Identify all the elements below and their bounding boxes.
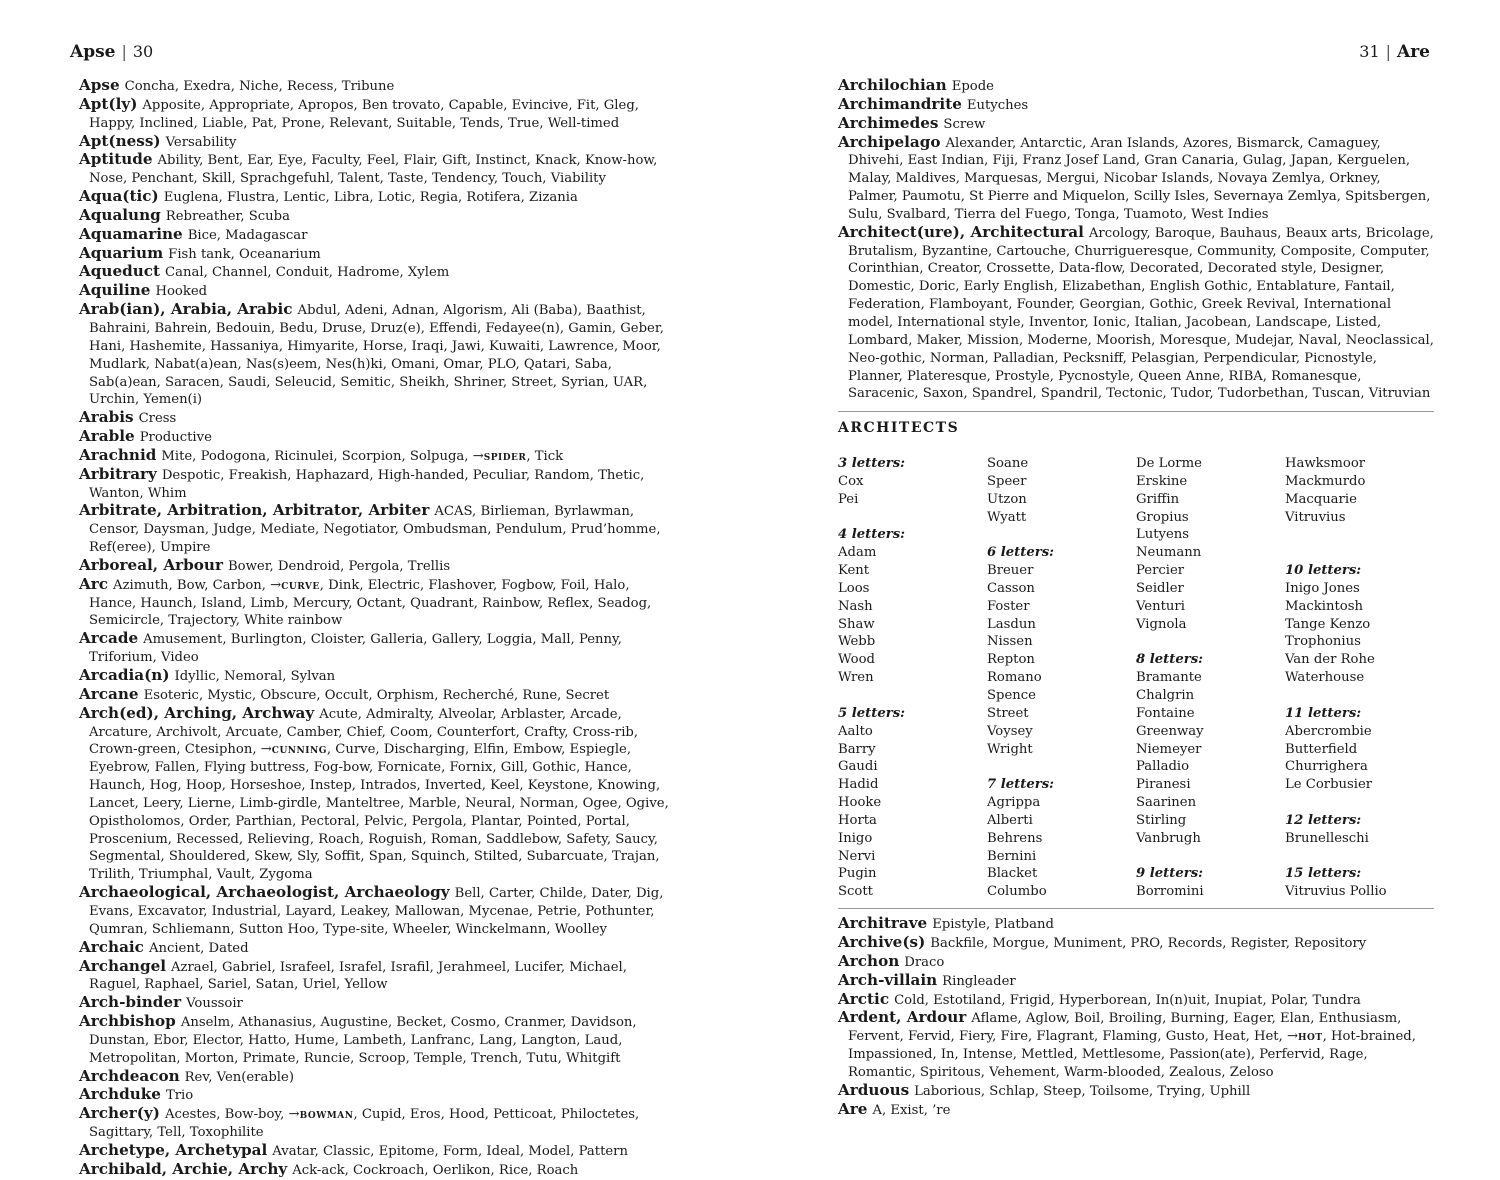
entry-headword: Aquiline: [79, 281, 151, 300]
dictionary-entry: [79, 939, 679, 958]
letter-count-heading: 11 letters:: [1285, 705, 1362, 721]
dictionary-entry: [79, 447, 679, 466]
architect-name: Trophonius: [1285, 634, 1361, 650]
entry-definitions: Rev, Ven(erable): [184, 1069, 294, 1085]
dictionary-entry: [838, 1101, 1434, 1120]
architect-name: Casson: [987, 580, 1035, 596]
entry-headword: Arachnid: [79, 445, 157, 464]
architect-name: Bramante: [1136, 670, 1202, 686]
left-entries-column: [79, 77, 679, 1180]
dictionary-entry: [79, 1142, 679, 1161]
cross-reference: curve: [281, 577, 320, 593]
entry-definitions: Epode: [951, 79, 994, 94]
architect-name: Street: [987, 705, 1029, 721]
entry-headword: Archetype, Archetypal: [79, 1140, 268, 1159]
entry-definitions-continued: , Hot-brained, Impassioned, In, Intense, Mettled, Mettlesome, Passion(ate), Perfervid, Rage, Romantic, Spiritous, Vehement, Warm-blooded, Zealous, Zeloso: [848, 1029, 1416, 1080]
dictionary-entry: [79, 502, 679, 557]
entry-headword: Archive(s): [838, 932, 926, 951]
architect-name: Niemeyer: [1136, 741, 1202, 757]
architect-name: Breuer: [987, 563, 1034, 579]
entry-headword: Arabis: [79, 408, 134, 427]
architects-panel-title: ARCHITECTS: [838, 420, 960, 437]
entry-headword: Architrave: [838, 914, 928, 933]
entry-headword: Archon: [838, 951, 900, 970]
entry-definitions-continued: , Dink, Electric, Flashover, Fogbow, Foil, Halo, Hance, Haunch, Island, Limb, Mercury, Octant, Quadrant, Rainbow, Reflex, Seadog, Semicircle, Trajectory, White rainbow: [89, 577, 652, 629]
dictionary-entry: [838, 953, 1434, 972]
entry-headword: Archer(y): [79, 1104, 160, 1123]
dictionary-entry: [79, 151, 679, 188]
entry-headword: Arch(ed), Arching, Archway: [79, 703, 315, 722]
cross-reference-arrow-icon: →: [468, 448, 484, 464]
architect-name: Chalgrin: [1136, 688, 1195, 703]
entry-definitions-continued: , Cupid, Eros, Hood, Petticoat, Philoctetes, Sagittary, Tell, Toxophilite: [89, 1107, 640, 1141]
architect-name: Wright: [987, 741, 1033, 757]
architect-name: [838, 509, 987, 527]
entry-definitions: Ability, Bent, Ear, Eye, Faculty, Feel, Flair, Gift, Instinct, Knack, Know-how, Nose, Penchant, Skill, Sprachgefuhl, Talent, Taste, Tendency, Touch, Viability: [89, 153, 658, 187]
entry-definitions: Anselm, Athanasius, Augustine, Becket, Cosmo, Cranmer, Davidson, Dunstan, Ebor, Elector, Hatto, Hume, Lambeth, Lanfranc, Lang, Langton, Laud, Metropolitan, Morton, Primate, Runcie, Scroop, Temple, Trench, Tutu, Whitgift: [89, 1015, 637, 1066]
page-number: 31: [1359, 42, 1380, 61]
entry-definitions: Concha, Exedra, Niche, Recess, Tribune: [124, 79, 395, 94]
dictionary-entry: [79, 667, 679, 686]
dictionary-entry: [79, 576, 679, 631]
entry-headword: Arbitrary: [79, 464, 157, 483]
entry-definitions: Bower, Dendroid, Pergola, Trellis: [227, 558, 451, 574]
dictionary-entry: [79, 1161, 679, 1180]
dictionary-entry: [79, 207, 679, 226]
dictionary-entry: [79, 96, 679, 133]
architect-name: Stirling: [1136, 812, 1187, 828]
architect-name: [1136, 848, 1285, 866]
architect-name: Le Corbusier: [1285, 777, 1373, 793]
letter-count-heading: 10 letters:: [1285, 563, 1362, 579]
architect-name: [1285, 848, 1434, 866]
architect-name: Foster: [987, 598, 1030, 614]
entry-definitions-continued: , Tick: [526, 448, 564, 464]
entry-headword: Are: [838, 1099, 868, 1118]
architect-name: Kent: [838, 563, 870, 579]
entry-definitions: Cress: [138, 411, 177, 427]
dictionary-entry: [79, 1105, 679, 1142]
entry-definitions: Eutyches: [966, 97, 1029, 113]
architect-name: Lutyens: [1136, 527, 1190, 543]
entry-definitions: Ringleader: [942, 973, 1016, 989]
dictionary-entry: [838, 96, 1434, 115]
architect-name: Venturi: [1136, 598, 1185, 614]
architect-name: Pei: [838, 491, 859, 507]
right-entries-column: [838, 77, 1434, 1119]
architect-name: Wyatt: [987, 509, 1027, 525]
dictionary-entry: [838, 224, 1434, 403]
letter-count-heading: 6 letters:: [987, 545, 1054, 561]
entry-definitions: Azrael, Gabriel, Israfeel, Israfel, Israfil, Jerahmeel, Lucifer, Michael, Raguel, Raphael, Sariel, Satan, Uriel, Yellow: [89, 959, 627, 993]
architect-name: Churrighera: [1285, 759, 1368, 775]
entry-headword: Archduke: [79, 1085, 161, 1104]
running-head-divider: |: [1385, 42, 1392, 61]
entry-definitions: Versability: [165, 134, 237, 150]
architect-name: Nash: [838, 598, 873, 614]
entry-definitions: Abdul, Adeni, Adnan, Algorism, Ali (Baba), Baathist, Bahraini, Bahrein, Bedouin, Bedu, Druse, Druz(e), Effendi, Fedayee(n), Gamin, Geber, Hani, Hashemite, Hassaniya, Himyarite, Horse, Iraqi, Jawi, Kuwaiti, Lawrence, Moor, Mudlark, Nabat(a)ean, Nas(s)eem, Nes(h)ki, Omani, Omar, PLO, Qatari, Saba, Sab(a)ean, Saracen, Saudi, Seleucid, Semitic, Sheikh, Shriner, Street, Syrian, UAR, Urchin, Yemen(i): [89, 303, 664, 408]
architect-name: Greenway: [1136, 723, 1204, 739]
architect-name: Nervi: [838, 848, 876, 864]
architect-name: Saarinen: [1136, 795, 1197, 811]
entry-definitions: Canal, Channel, Conduit, Hadrome, Xylem: [165, 265, 450, 281]
architect-name: Borromini: [1136, 884, 1204, 900]
entry-headword: Archangel: [79, 956, 167, 975]
dictionary-entry: [838, 115, 1434, 134]
entry-headword: Archaeological, Archaeologist, Archaeology: [79, 883, 450, 902]
entry-definitions: Amusement, Burlington, Cloister, Galleria, Gallery, Loggia, Mall, Penny, Triforium, Video: [89, 632, 622, 666]
architect-name: [987, 758, 1136, 776]
dictionary-entry: [79, 77, 679, 96]
architect-name: De Lorme: [1136, 456, 1202, 472]
architect-name: Nissen: [987, 634, 1033, 650]
entry-headword: Arbitrate, Arbitration, Arbitrator, Arbiter: [79, 501, 430, 520]
architect-name: Scott: [838, 884, 873, 900]
dictionary-entry: [838, 134, 1434, 224]
entry-definitions: Draco: [904, 954, 945, 970]
entry-headword: Aquamarine: [79, 224, 183, 243]
cross-reference: spider: [483, 448, 527, 464]
dictionary-entry: [79, 884, 679, 939]
entries-bottom: [838, 915, 1434, 1119]
dictionary-entry: [838, 991, 1434, 1010]
dictionary-entry: [79, 705, 679, 884]
entry-headword: Arch-villain: [838, 970, 938, 989]
architect-name: Behrens: [987, 830, 1043, 846]
entry-definitions: Azimuth, Bow, Carbon,: [113, 577, 266, 593]
architect-name: Neumann: [1136, 545, 1202, 561]
architect-name: Waterhouse: [1285, 670, 1365, 686]
architect-name: [838, 687, 987, 705]
architects-column: [838, 455, 987, 901]
architect-name: [1285, 544, 1434, 562]
entry-headword: Aqua(tic): [79, 187, 159, 206]
entry-definitions: Bell, Carter, Childe, Dater, Dig, Evans, Excavator, Industrial, Layard, Leakey, Mallowan, Mycenae, Petrie, Pothunter, Qumran, Schliemann, Sutton Hoo, Type-site, Wheeler, Winckelmann, Woolley: [89, 886, 664, 937]
entry-headword: Architect(ure), Architectural: [838, 222, 1084, 241]
architect-name: Wren: [838, 670, 874, 686]
entry-definitions: Avatar, Classic, Epitome, Form, Ideal, Model, Pattern: [272, 1143, 628, 1159]
running-head-word: Apse: [70, 42, 116, 62]
dictionary-entry: [79, 245, 679, 264]
entry-definitions: Backfile, Morgue, Muniment, PRO, Records, Register, Repository: [930, 935, 1367, 951]
dictionary-entry: [79, 630, 679, 667]
dictionary-entry: [838, 77, 1434, 96]
dictionary-entry: [79, 282, 679, 301]
architect-name: Griffin: [1136, 491, 1180, 507]
architect-name: Palladio: [1136, 759, 1190, 775]
architect-name: Gropius: [1136, 509, 1189, 525]
architect-name: Adam: [838, 545, 877, 561]
dictionary-entry: [79, 301, 679, 409]
entry-headword: Apt(ly): [79, 94, 138, 113]
entry-definitions: Despotic, Freakish, Haphazard, High-handed, Peculiar, Random, Thetic, Wanton, Whim: [89, 467, 645, 501]
running-head-right: [1359, 42, 1430, 62]
dictionary-entry: [838, 1082, 1434, 1101]
architect-name: Speer: [987, 473, 1027, 489]
architect-name: Columbo: [987, 884, 1047, 900]
architect-name: Hawksmoor: [1285, 456, 1366, 472]
entry-definitions: Laborious, Schlap, Steep, Toilsome, Trying, Uphill: [914, 1083, 1251, 1099]
architect-name: Percier: [1136, 563, 1185, 579]
architects-grid: [838, 455, 1434, 901]
architects-panel: [838, 411, 1434, 909]
architect-name: Inigo: [838, 830, 873, 846]
letter-count-heading: 5 letters:: [838, 705, 905, 721]
entry-headword: Aquarium: [79, 243, 164, 262]
entry-definitions: Mite, Podogona, Ricinulei, Scorpion, Solpuga,: [161, 448, 469, 464]
entry-definitions: Acestes, Bow-boy,: [164, 1107, 285, 1123]
architect-name: Seidler: [1136, 580, 1184, 596]
architect-name: Lasdun: [987, 616, 1036, 632]
entries-top: [838, 77, 1434, 403]
dictionary-entry: [79, 263, 679, 282]
architect-name: Brunelleschi: [1285, 830, 1369, 846]
entry-headword: Archipelago: [838, 132, 941, 151]
entry-definitions: Arcology, Baroque, Bauhaus, Beaux arts, Bricolage, Brutalism, Byzantine, Cartouche, Churrigueresque, Community, Composite, Computer, Corinthian, Creator, Crossette, Data-flow, Decorated, Decorated style, Designer, Domestic, Doric, Early English, Elizabethan, English Gothic, Entablature, Fantail, Federation, Flamboyant, Founder, Georgian, Gothic, Greek Revival, International model, International style, Inventor, Ionic, Italian, Jacobean, Landscape, Listed, Lombard, Maker, Mission, Moderne, Moorish, Moresque, Mudejar, Naval, Neoclassical, Neo-gothic, Norman, Palladian, Pecksniff, Pelasgian, Perpendicular, Picnostyle, Planner, Plateresque, Prostyle, Pycnostyle, Queen Anne, RIBA, Romanesque, Saracenic, Saxon, Spandrel, Spandril, Tectonic, Tudor, Tudorbethan, Tuscan, Vitruvian: [848, 225, 1434, 402]
entry-definitions: Esoteric, Mystic, Obscure, Occult, Orphism, Recherché, Rune, Secret: [143, 687, 610, 703]
entry-headword: Ardent, Ardour: [838, 1008, 967, 1027]
entry-headword: Archdeacon: [79, 1066, 180, 1085]
entry-headword: Archbishop: [79, 1012, 176, 1031]
running-head-divider: |: [121, 42, 127, 61]
dictionary-entry: [79, 188, 679, 207]
dictionary-entry: [79, 1068, 679, 1087]
entry-headword: Arduous: [838, 1080, 910, 1099]
letter-count-heading: 9 letters:: [1136, 866, 1203, 882]
architect-name: Inigo Jones: [1285, 580, 1360, 596]
entry-headword: Arcadia(n): [79, 666, 170, 684]
entry-headword: Aqueduct: [79, 262, 161, 281]
cross-reference: hot: [1298, 1029, 1323, 1045]
letter-count-heading: 7 letters:: [987, 777, 1054, 793]
entry-headword: Archaic: [79, 937, 144, 956]
entry-definitions: Screw: [943, 116, 986, 132]
cross-reference-arrow-icon: →: [265, 577, 282, 593]
entry-definitions: Acute, Admiralty, Alveolar, Arblaster, Arcade, Arcature, Archivolt, Arcuate, Camber, Chief, Coom, Counterfort, Crafty, Cross-rib, Crown-green, Ctesiphon,: [89, 706, 639, 758]
cross-reference: bowman: [299, 1107, 354, 1123]
architect-name: Shaw: [838, 616, 875, 632]
entry-headword: Arcade: [79, 629, 139, 648]
architect-name: Horta: [838, 812, 877, 828]
architect-name: Piranesi: [1136, 777, 1191, 793]
running-head-word: Are: [1397, 42, 1430, 62]
architects-column: [1285, 455, 1434, 901]
entry-headword: Archimandrite: [838, 94, 962, 113]
architect-name: Tange Kenzo: [1285, 616, 1371, 632]
entry-headword: Archilochian: [838, 76, 947, 94]
architect-name: Voysey: [987, 723, 1033, 739]
entry-definitions: ACAS, Birlieman, Byrlawman, Censor, Daysman, Judge, Mediate, Negotiator, Ombudsman, Pendulum, Prud’homme, Ref(eree), Umpire: [89, 504, 661, 556]
architect-name: Soane: [987, 456, 1029, 472]
architect-name: Erskine: [1136, 473, 1188, 489]
architect-name: Vanbrugh: [1136, 830, 1201, 846]
architect-name: Bernini: [987, 848, 1037, 864]
architect-name: Mackintosh: [1285, 598, 1363, 614]
architect-name: Van der Rohe: [1285, 652, 1375, 668]
entry-headword: Arable: [79, 427, 135, 446]
entry-definitions: Epistyle, Platband: [932, 917, 1054, 933]
entry-headword: Apse: [79, 76, 120, 94]
architect-name: [1136, 633, 1285, 651]
entry-headword: Archimedes: [838, 113, 939, 132]
entry-definitions-continued: , Curve, Discharging, Elfin, Embow, Espiegle, Eyebrow, Fallen, Flying buttress, Fog-bow, Fornicate, Fornix, Gill, Gothic, Hance, Haunch, Hog, Hoop, Horseshoe, Instep, Intrados, Inverted, Keel, Keystone, Knowing, Lancet, Leery, Lierne, Limb-girdle, Manteltree, Marble, Neural, Norman, Ogee, Ogive, Opistholomos, Order, Parthian, Pectoral, Pelvic, Pergola, Plantar, Pointed, Portal, Proscenium, Recessed, Relieving, Roach, Roguish, Roman, Saddlebow, Safety, Saucy, Segmental, Shouldered, Skew, Sly, Soffit, Span, Squinch, Stilted, Subarcuate, Trajan, Trilith, Triumphal, Vault, Zygoma: [89, 742, 669, 883]
architect-name: [1285, 687, 1434, 705]
entry-definitions: Productive: [139, 430, 212, 446]
architects-column: [1136, 455, 1285, 901]
dictionary-entry: [79, 1086, 679, 1105]
architect-name: Alberti: [987, 812, 1033, 828]
entry-definitions: Hooked: [155, 284, 208, 300]
architect-name: Abercrombie: [1285, 723, 1372, 739]
architect-name: [987, 526, 1136, 544]
cross-reference-arrow-icon: →: [256, 742, 272, 758]
entry-definitions: Rebreather, Scuba: [165, 208, 290, 224]
architect-name: Loos: [838, 580, 870, 596]
page-number: 30: [132, 42, 154, 61]
entry-headword: Archibald, Archie, Archy: [79, 1159, 288, 1178]
entry-headword: Arch-binder: [79, 993, 182, 1012]
architect-name: Hooke: [838, 795, 882, 811]
architect-name: Butterfield: [1285, 741, 1358, 757]
entry-definitions: Aflame, Aglow, Boil, Broiling, Burning, Eager, Elan, Enthusiasm, Fervent, Fervid, Fiery, Fire, Flagrant, Flaming, Gusto, Heat, Het,: [848, 1011, 1402, 1045]
architect-name: Utzon: [987, 491, 1027, 507]
entry-definitions: A, Exist, ’re: [872, 1102, 951, 1118]
architect-name: Spence: [987, 688, 1036, 703]
dictionary-entry: [79, 958, 679, 995]
dictionary-entry: [838, 1009, 1434, 1081]
architect-name: [1285, 794, 1434, 812]
dictionary-entry: [838, 934, 1434, 953]
entry-definitions: Alexander, Antarctic, Aran Islands, Azores, Bismarck, Camaguey, Dhivehi, East Indian, Fiji, Franz Josef Land, Gran Canaria, Gulag, Japan, Kerguelen, Malay, Maldives, Marquesas, Mergui, Nicobar Islands, Novaya Zemlya, Orkney, Palmer, Paumotu, St Pierre and Miquelon, Scilly Isles, Severnaya Zemlya, Spitsbergen, Sulu, Svalbard, Tierra del Fuego, Tonga, Tuamoto, West Indies: [848, 135, 1431, 222]
cross-reference: cunning: [271, 742, 327, 758]
dictionary-entry: [79, 226, 679, 245]
entry-definitions: Fish tank, Oceanarium: [168, 246, 321, 262]
cross-reference-arrow-icon: →: [284, 1107, 300, 1123]
dictionary-entry: [79, 428, 679, 447]
architect-name: Vitruvius Pollio: [1285, 884, 1387, 900]
architect-name: Blacket: [987, 866, 1038, 882]
dictionary-entry: [79, 557, 679, 576]
entry-definitions: Ack-ack, Cockroach, Oerlikon, Rice, Roach: [292, 1162, 579, 1178]
entry-definitions: Voussoir: [186, 996, 243, 1012]
dictionary-entry: [79, 1013, 679, 1068]
architect-name: Vitruvius: [1285, 509, 1346, 525]
architect-name: Barry: [838, 741, 876, 757]
architect-name: [1285, 526, 1434, 544]
letter-count-heading: 3 letters:: [838, 456, 905, 472]
entry-headword: Arboreal, Arbour: [79, 555, 223, 574]
architect-name: Repton: [987, 652, 1035, 668]
architect-name: Aalto: [838, 723, 873, 739]
letter-count-heading: 15 letters:: [1285, 866, 1362, 882]
architect-name: Mackmurdo: [1285, 473, 1366, 489]
architect-name: Cox: [838, 473, 864, 489]
dictionary-entry: [79, 409, 679, 428]
dictionary-entry: [79, 994, 679, 1013]
entry-definitions: Bice, Madagascar: [187, 227, 308, 243]
entry-headword: Arctic: [838, 989, 890, 1008]
architect-name: Vignola: [1136, 616, 1187, 632]
architect-name: Pugin: [838, 866, 877, 882]
entry-headword: Aptitude: [79, 150, 153, 169]
architect-name: Agrippa: [987, 795, 1041, 811]
running-head-left: [70, 42, 153, 62]
dictionary-entry: [838, 972, 1434, 991]
entry-headword: Arcane: [79, 684, 139, 703]
architect-name: Wood: [838, 652, 875, 668]
architect-name: Webb: [838, 634, 876, 650]
letter-count-heading: 4 letters:: [838, 527, 905, 543]
entry-definitions: Apposite, Appropriate, Apropos, Ben trovato, Capable, Evincive, Fit, Gleg, Happy, Inclined, Liable, Pat, Prone, Relevant, Suitable, Tends, True, Well-timed: [89, 97, 639, 131]
dictionary-entry: [838, 915, 1434, 934]
architect-name: Romano: [987, 670, 1042, 686]
entry-definitions: Cold, Estotiland, Frigid, Hyperborean, In(n)uit, Inupiat, Polar, Tundra: [894, 992, 1361, 1008]
cross-reference-arrow-icon: →: [1282, 1029, 1299, 1045]
entry-definitions: Idyllic, Nemoral, Sylvan: [174, 669, 336, 684]
architect-name: Fontaine: [1136, 705, 1195, 721]
letter-count-heading: 12 letters:: [1285, 812, 1362, 828]
entry-headword: Arab(ian), Arabia, Arabic: [79, 300, 293, 319]
entry-headword: Arc: [79, 574, 109, 593]
architect-name: Macquarie: [1285, 491, 1357, 507]
architects-column: [987, 455, 1136, 901]
architect-name: Gaudi: [838, 759, 878, 775]
entry-definitions: Euglena, Flustra, Lentic, Libra, Lotic, Regia, Rotifera, Zizania: [163, 190, 578, 206]
entry-headword: Apt(ness): [79, 131, 161, 150]
architect-name: Hadid: [838, 777, 879, 793]
dictionary-entry: [79, 686, 679, 705]
letter-count-heading: 8 letters:: [1136, 652, 1203, 668]
entry-definitions: Ancient, Dated: [148, 940, 249, 956]
entry-definitions: Trio: [165, 1088, 194, 1104]
entry-headword: Aqualung: [79, 205, 161, 224]
dictionary-entry: [79, 133, 679, 152]
dictionary-entry: [79, 466, 679, 503]
